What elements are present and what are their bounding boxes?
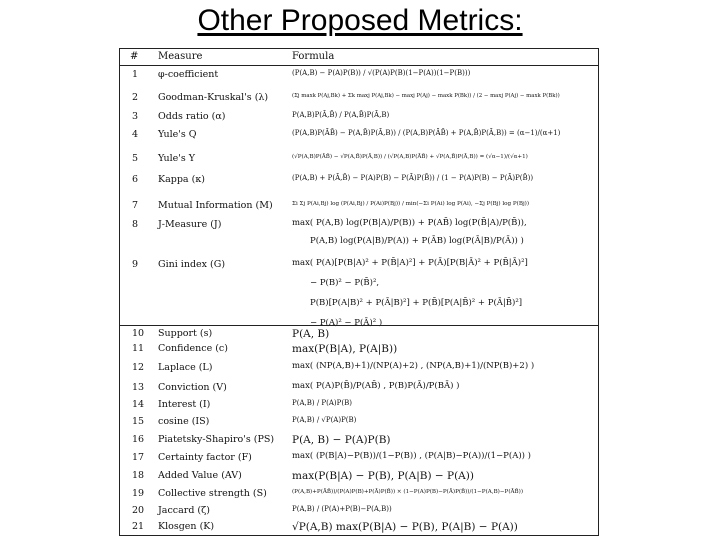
row-number: 3 [132, 111, 139, 122]
row-number: 9 [132, 259, 139, 270]
row-number: 14 [132, 399, 145, 410]
row-formula: Σi Σj P(Ai,Bj) log (P(Ai,Bj) / P(Ai)P(Bj)) / min(−Σi P(Ai) log P(Ai), −Σj P(Bj) log P(Bj)) [292, 201, 530, 207]
row-number: 10 [132, 328, 145, 339]
row-formula: P(A,B)P(Ā,B̄) / P(A,B̄)P(Ā,B) [292, 111, 390, 119]
row-formula: (P(A,B)+P(ĀB̄))/(P(A)P(B)+P(Ā)P(B̄)) × (1−P(A)P(B)−P(Ā)P(B̄))/(1−P(A,B)−P(ĀB̄)) [292, 489, 524, 495]
row-formula: (P(A,B) + P(Ā,B̄) − P(A)P(B) − P(Ā)P(B̄)) / (1 − P(A)P(B) − P(Ā)P(B̄)) [292, 174, 534, 182]
row-number: 5 [132, 153, 139, 164]
row-formula: P(A, B) − P(A)P(B) [292, 434, 391, 446]
metrics-table [119, 48, 599, 536]
row-measure: J-Measure (J) [158, 219, 222, 230]
row-measure: Yule's Q [158, 129, 197, 140]
row-number: 13 [132, 382, 145, 393]
row-formula: max(P(B|A), P(A|B)) [292, 343, 398, 355]
row-number: 12 [132, 362, 145, 373]
row-number: 16 [132, 434, 145, 445]
row-number: 7 [132, 200, 139, 211]
row-formula: max(P(B|A) − P(B), P(A|B) − P(A)) [292, 470, 474, 482]
row-measure: Certainty factor (F) [158, 452, 252, 463]
row-formula-line: − P(A)² − P(Ā)² ) [310, 318, 383, 328]
row-formula: √P(A,B) max(P(B|A) − P(B), P(A|B) − P(A)) [292, 521, 518, 533]
table-header [120, 49, 598, 66]
row-measure: Mutual Information (M) [158, 200, 273, 211]
row-formula-line: max( P(A)[P(B|A)² + P(B̄|A)²] + P(Ā)[P(B|Ā)² + P(B̄|Ā)²] [292, 258, 528, 268]
row-number: 1 [132, 69, 139, 80]
row-formula-line: − P(B)² − P(B̄)², [310, 278, 380, 288]
row-measure: Piatetsky-Shapiro's (PS) [158, 434, 275, 445]
row-measure: Laplace (L) [158, 362, 213, 373]
row-formula-line: P(A,B) log(P(A|B)/P(A)) + P(ĀB) log(P(Ā|B)/P(Ā)) ) [310, 236, 524, 246]
row-measure: Klosgen (K) [158, 521, 215, 532]
row-formula: (Σj maxk P(Aj,Bk) + Σk maxj P(Aj,Bk) − maxj P(Aj) − maxk P(Bk)) / (2 − maxj P(Aj) − maxk P(Bk)) [292, 93, 560, 99]
row-number: 20 [132, 505, 145, 516]
row-measure: Interest (I) [158, 399, 211, 410]
row-number: 15 [132, 416, 145, 427]
row-formula: (P(A,B)P(ĀB̄) − P(A,B̄)P(Ā,B)) / (P(A,B)P(ĀB̄) + P(A,B̄)P(Ā,B)) = (α−1)/(α+1) [292, 129, 561, 137]
row-number: 21 [132, 521, 145, 532]
row-measure: Jaccard (ζ) [158, 505, 210, 516]
row-measure: Collective strength (S) [158, 488, 267, 499]
row-measure: cosine (IS) [158, 416, 210, 427]
row-measure: Kappa (κ) [158, 174, 205, 185]
row-number: 6 [132, 174, 139, 185]
row-number: 17 [132, 452, 145, 463]
row-measure: Confidence (c) [158, 343, 228, 354]
header-formula: Formula [292, 51, 335, 62]
row-formula: P(A,B) / √P(A)P(B) [292, 416, 357, 424]
row-number: 18 [132, 470, 145, 481]
row-formula: max( (P(B|A)−P(B))/(1−P(B)) , (P(A|B)−P(A))/(1−P(A)) ) [292, 451, 532, 461]
row-measure: Added Value (AV) [158, 470, 242, 481]
row-formula-line: P(B)[P(A|B)² + P(Ā|B)²] + P(B̄)[P(A|B̄)² + P(Ā|B̄)²] [310, 298, 523, 308]
row-number: 19 [132, 488, 145, 499]
row-formula: max( P(A)P(B̄)/P(AB̄) , P(B)P(Ā)/P(BĀ) ) [292, 381, 460, 391]
row-number: 2 [132, 92, 139, 103]
table-divider [120, 325, 598, 326]
header-number: # [130, 51, 139, 62]
row-measure: φ-coefficient [158, 69, 219, 80]
row-formula: (√P(A,B)P(ĀB̄) − √P(A,B̄)P(Ā,B)) / (√P(A,B)P(ĀB̄) + √P(A,B̄)P(Ā,B)) = (√α−1)/(√α+1) [292, 154, 528, 160]
header-measure: Measure [158, 51, 203, 62]
row-formula: (P(A,B) − P(A)P(B)) / √(P(A)P(B)(1−P(A))(1−P(B))) [292, 69, 471, 77]
row-formula: P(A, B) [292, 328, 330, 340]
row-number: 4 [132, 129, 139, 140]
row-formula-line: max( P(A,B) log(P(B|A)/P(B)) + P(AB̄) log(P(B̄|A)/P(B̄)), [292, 218, 527, 228]
row-measure: Conviction (V) [158, 382, 227, 393]
row-measure: Goodman-Kruskal's (λ) [158, 92, 269, 103]
row-formula: P(A,B) / P(A)P(B) [292, 399, 352, 407]
row-measure: Gini index (G) [158, 259, 226, 270]
slide-title: Other Proposed Metrics: [197, 4, 523, 37]
row-number: 8 [132, 219, 139, 230]
row-measure: Yule's Y [158, 153, 196, 164]
row-formula: max( (NP(A,B)+1)/(NP(A)+2) , (NP(A,B)+1)/(NP(B)+2) ) [292, 361, 535, 371]
row-measure: Odds ratio (α) [158, 111, 226, 122]
row-formula: P(A,B) / (P(A)+P(B)−P(A,B)) [292, 505, 392, 513]
row-measure: Support (s) [158, 328, 213, 339]
row-number: 11 [132, 343, 145, 354]
